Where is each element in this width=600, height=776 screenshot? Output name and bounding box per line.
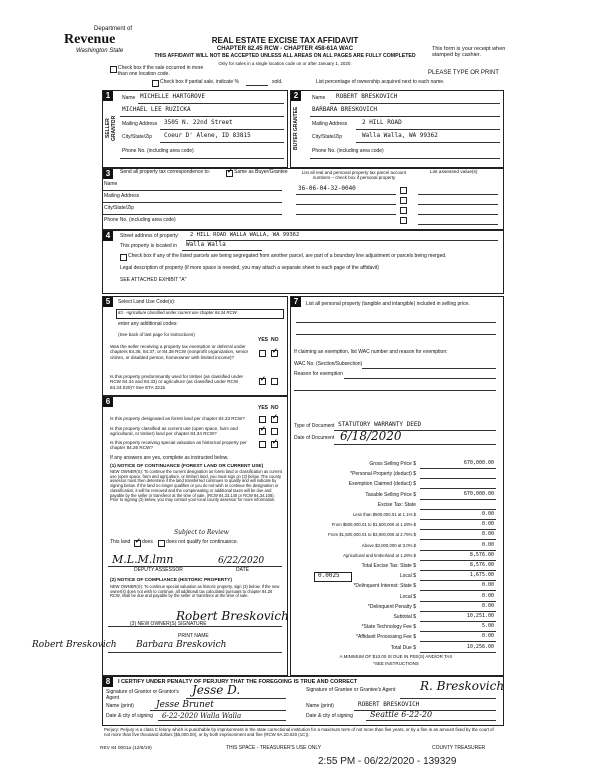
notice-continuance-text: NEW OWNER(S): To continue the current designation as forest land or classification as current use (open space, farm and agriculture, or timber) land, you must sign on (3) below. The county assessor must then determine if the land transferred continues to qualify and will indicate by signing below. If the land no longer qualifies or you do not wish to continue the designation or classification, it will be removed and the compensating or additional taxes will be due and payable by the seller or transferor at the time of sale. (RCW 84.33.140 or RCW 84.34.108). Prior to signing (3) below, you may contact your local county assessor for more information.	[110, 469, 282, 503]
grantor-sig-line	[186, 698, 286, 699]
new-owner-signature-label: (3) NEW OWNER(S) SIGNATURE	[130, 621, 207, 627]
assessed-line-3	[418, 214, 498, 215]
tp-name-label: Name	[104, 181, 118, 187]
partial-sale-label: Check box if partial sale, indicate %	[160, 79, 239, 85]
reason-line	[344, 378, 496, 379]
tax-row-line	[420, 509, 496, 510]
tax-row-line	[420, 641, 496, 642]
recording-stamp: 2:55 PM - 06/22/2020 - 139329	[318, 756, 457, 767]
grantor-name-line	[150, 710, 286, 711]
wac-line	[362, 368, 496, 369]
assessor-date[interactable]: 6/22/2020	[218, 556, 265, 566]
tax-row-label: *State Technology Fee $	[361, 624, 416, 631]
pp-line-1	[296, 322, 496, 323]
buyer-name-label: Name	[312, 95, 326, 101]
s6-question-1: Is this property designated as forest land per chapter 84.33 RCW?	[110, 416, 245, 421]
buyer-address-line	[356, 129, 500, 130]
tax-row-label: Subtotal $	[393, 614, 416, 620]
seller-address-line	[160, 129, 284, 130]
tax-row-label: *Affidavit Processing Fee $	[356, 634, 416, 641]
tax-row-line	[420, 519, 496, 520]
grantee-name[interactable]: ROBERT BRESKOVICH	[358, 701, 420, 708]
buyer-city[interactable]: Walla Walla, WA 99362	[362, 132, 438, 139]
tax-row-value[interactable]: 0.00	[481, 521, 494, 528]
tax-row-line	[420, 570, 496, 571]
s6-q3-yes[interactable]	[259, 441, 266, 448]
section-6-number: 6	[103, 397, 113, 407]
tax-row-value[interactable]: 10,251.00	[466, 613, 494, 619]
s6-q1-yes[interactable]	[259, 416, 266, 423]
multi-location-checkbox[interactable]	[110, 66, 117, 73]
if-yes-note: If any answers are yes, complete as instructed below.	[110, 455, 229, 461]
personal-property-checkbox-2[interactable]	[400, 197, 407, 204]
additional-codes-label: enter any additional codes:	[118, 321, 178, 327]
s5-question-1: Was the seller receiving a property tax exemption or deferral under chapters 84.36, 84.37, or 84.38 RCW (nonprofit organization, senior citizen, or disabled person, homeowner with limited income)?	[110, 344, 249, 360]
does-not-label: does not qualify for continuance.	[166, 539, 238, 545]
tax-row-value[interactable]: 0.00	[481, 633, 494, 640]
ownership-note: List percentage of ownership acquired next to each name.	[316, 79, 445, 85]
section-1-number: 1	[103, 91, 113, 101]
seller-city-line	[160, 142, 284, 143]
partial-sale-checkbox[interactable]	[152, 80, 159, 87]
notice-compliance-title: (2) NOTICE OF COMPLIANCE (HISTORIC PROPERTY)	[110, 578, 232, 583]
tax-row-value[interactable]: 0.00	[481, 541, 494, 548]
assessed-line-4	[418, 224, 498, 225]
assessed-line-1	[418, 194, 498, 195]
tax-row-label: Above $3,000,000 at 3.0% $	[361, 542, 416, 548]
tax-row-line	[420, 499, 496, 500]
tax-row-label: *Personal Property (deduct) $	[350, 471, 416, 478]
tax-row-value[interactable]: 0.00	[481, 582, 494, 589]
s6-question-3: Is this property receiving special valuation as historical property per chapter 84.26 RCW?	[110, 440, 247, 451]
receipt-note: This form is your receipt when stamped by cashier.	[432, 46, 506, 59]
grantee-date-city-label: Date & city of signing	[306, 713, 353, 719]
single-location-note: Only for sales in a single location code on or after January 1, 2020.	[218, 61, 352, 66]
tax-row-line	[420, 601, 496, 602]
does-not-qualify-checkbox[interactable]	[158, 540, 165, 547]
grantor-name[interactable]: Jesse Brunet	[156, 700, 214, 710]
exemption-label: If claiming an exemption, list WAC number and reason for exemption:	[294, 349, 448, 355]
tax-row-label: Gross Selling Price $	[369, 461, 416, 467]
tax-row-line	[420, 611, 496, 612]
s5-no-header: NO	[271, 337, 279, 343]
send-correspondence-label: Send all property tax correspondence to:	[120, 169, 211, 175]
seller-city-label: City/State/Zip	[122, 134, 153, 140]
tax-row-line	[420, 631, 496, 632]
grantee-signature[interactable]: R. Breskovich	[420, 679, 505, 693]
s6-yes-header: YES	[258, 405, 269, 411]
tp-address-line	[102, 202, 282, 203]
grantee-date-city[interactable]: Seattle 6-22-20	[370, 710, 433, 719]
tax-row-label: Taxable Selling Price $	[365, 491, 416, 498]
s6-q2-no[interactable]	[271, 428, 278, 435]
tax-row-line	[420, 488, 496, 489]
subject-to-review-note: Subject to Review	[174, 529, 229, 536]
parcel-line-3	[296, 214, 396, 215]
doc-type-label: Type of Document	[294, 423, 335, 429]
pp-line-2	[296, 334, 496, 335]
seller-city[interactable]: Coeur D' Alene, ID 83815	[164, 132, 251, 139]
doc-date[interactable]: 6/18/2020	[340, 429, 402, 443]
land-use-label: Select Land Use Code(s):	[118, 299, 176, 305]
tax-row-value[interactable]: 8,576.00	[469, 562, 494, 568]
personal-property-checkbox-4[interactable]	[400, 217, 407, 224]
personal-property-checkbox-3[interactable]	[400, 207, 407, 214]
grantor-date-city[interactable]: 6-22-2020 Walla Walla	[162, 712, 242, 720]
tax-row-label: Total Excise Tax: State $	[361, 563, 416, 569]
does-qualify-checkbox[interactable]	[134, 540, 141, 547]
tax-row-line	[420, 529, 496, 530]
s5-yes-header: YES	[258, 337, 269, 343]
section-3-number: 3	[103, 169, 113, 179]
seller-name-1[interactable]: MICHELLE HARTGROVE	[140, 93, 206, 100]
s6-q2-yes[interactable]	[259, 428, 266, 435]
s5-q2-no[interactable]	[271, 378, 278, 385]
print-name-label: PRINT NAME	[178, 633, 209, 639]
buyer-phone-label: Phone No. (including area code)	[312, 148, 384, 154]
notice-compliance-text: NEW OWNER(S): To continue special valuation as historic property, sign (3) below. If the new owner(s) does not wish to continue, all additional tax calculated pursuant to chapter 84.26 RCW, shall be due and payable by the seller or transferor at the time of sale.	[110, 584, 280, 599]
parcel-line-1	[296, 194, 396, 195]
buyer-grantee-label: BUYER GRANTEE	[293, 106, 299, 150]
tax-row-line	[420, 652, 496, 653]
county-treasurer-label: COUNTY TREASURER	[432, 745, 486, 751]
assessor-signature[interactable]: M.L.M.lmn	[112, 553, 174, 566]
tax-row-label: Excise Tax: State	[377, 501, 416, 508]
grantee-name-label: Name (print)	[306, 703, 334, 709]
tax-row-value[interactable]: 5.00	[481, 623, 494, 630]
s6-no-header: NO	[271, 405, 279, 411]
type-or-print: PLEASE TYPE OR PRINT	[428, 70, 499, 76]
tax-row-value[interactable]: 1,675.00	[469, 572, 494, 579]
s5-q1-yes[interactable]	[259, 350, 266, 357]
grantee-sig-line	[400, 698, 496, 699]
parcel-line-2	[296, 204, 396, 205]
notice-continuance-title: (1) NOTICE OF CONTINUANCE (FOREST LAND OR CURRENT USE)	[110, 464, 264, 469]
revenue-text: Revenue	[64, 32, 116, 47]
form-title: REAL ESTATE EXCISE TAX AFFIDAVIT	[211, 36, 359, 45]
partial-sale-line	[246, 85, 268, 86]
perjury-notice: Perjury: Perjury is a class C felony which is punishable by imprisonment in the state correctional institution for a maximum term of not more than five years, or by a fine in an amount fixed by the court of not more than five thousand dollars ($5,000.00), or by both imprisonment and fine (RCW 9A.20.020 (1C)).	[104, 727, 494, 738]
tax-row-value[interactable]: 670,000.00	[463, 460, 494, 466]
seller-name-label: Name	[122, 95, 136, 101]
see-instructions-note: *SEE INSTRUCTIONS	[373, 661, 419, 666]
section-7-number: 7	[291, 297, 301, 307]
multi-location-label: Check box if the sale occurred in more than one location code.	[118, 65, 204, 77]
doc-date-line	[334, 444, 496, 445]
certify-statement: I CERTIFY UNDER PENALTY OF PERJURY THAT THE FOREGOING IS TRUE AND CORRECT	[118, 679, 358, 685]
tax-row-line	[420, 468, 496, 469]
section-5-number: 5	[103, 297, 113, 307]
tax-row-label: Local $	[399, 593, 416, 600]
tax-row-value[interactable]: 8,576.00	[469, 551, 494, 558]
grantee-date-line	[366, 720, 496, 721]
tp-address-label: Mailing Address	[104, 193, 140, 199]
tax-row-line	[420, 550, 496, 551]
seller-phone-label: Phone No. (including area code)	[122, 148, 194, 154]
personal-property-checkbox-1[interactable]	[400, 187, 407, 194]
buyer-name-1[interactable]: ROBERT BRESKOVICH	[336, 93, 398, 100]
seller-name-1-line	[138, 103, 284, 104]
segregated-checkbox[interactable]	[120, 254, 127, 261]
grantor-signature-label: Signature of Grantor or Grantor's Agent	[106, 689, 179, 701]
form-revision: REV 84 0001a (12/6/19)	[100, 746, 152, 751]
tax-row-line	[420, 560, 496, 561]
tax-row-value[interactable]: 0.00	[481, 511, 494, 517]
print-name-line	[108, 652, 282, 653]
tax-row-label: *Delinquent Penalty $	[367, 603, 416, 610]
same-as-buyer-label: Same as Buyer/Grantee	[234, 169, 288, 175]
exhibit-note: SEE ATTACHED EXHIBIT "A"	[120, 277, 187, 283]
section-2-number: 2	[291, 91, 301, 101]
buyer-city-line	[356, 142, 500, 143]
tax-row-value[interactable]: 10,256.00	[466, 643, 494, 650]
tax-row-label: From $1,500,000.01 to $3,000,000 at 2.75% $	[328, 532, 416, 538]
wac-label: WAC No. (Section/Subsection)	[294, 361, 363, 367]
street-address[interactable]: 2 HILL ROAD WALLA WALLA, WA 99362	[190, 232, 300, 238]
doc-date-label: Date of Document	[294, 435, 335, 441]
tax-row-value[interactable]: 0.00	[481, 531, 494, 538]
tax-row-line	[420, 580, 496, 581]
same-as-buyer-checkbox[interactable]	[226, 170, 233, 177]
treasurer-space: THIS SPACE - TREASURER'S USE ONLY	[226, 745, 322, 751]
land-use-code: 83 - Agriculture classified under current use chapter 84.34 RCW	[118, 310, 237, 315]
buyer-address-label: Mailing Address	[312, 121, 348, 127]
form-chapter: CHAPTER 82.45 RCW - CHAPTER 458-61A WAC	[216, 46, 354, 52]
reason-line-2	[294, 390, 496, 391]
tax-row-line	[420, 539, 496, 540]
buyer-name-1-line	[330, 103, 500, 104]
personal-property-title: List all personal property (tangible and intangible) included in selling price.	[306, 301, 470, 307]
tax-row-line	[420, 621, 496, 622]
seller-address-label: Mailing Address	[122, 121, 158, 127]
does-label: does	[142, 539, 153, 545]
grantor-name-label: Name (print)	[106, 703, 134, 709]
located-line	[182, 250, 262, 251]
tax-row-value[interactable]: 670,000.00	[463, 490, 494, 497]
parcel-number-1[interactable]: 36-06-04-32-0040	[298, 185, 356, 192]
reason-label: Reason for exemption	[294, 371, 343, 377]
tax-row-label: Total Due $	[390, 644, 416, 651]
buyer-city-label: City/State/Zip	[312, 134, 343, 140]
tax-row-label: Exemption Claimed (deduct) $	[348, 481, 416, 488]
tp-name-line	[102, 190, 282, 191]
grantee-signature-label: Signature of Grantee or Grantee's Agent	[306, 687, 396, 693]
seller-name-2-line	[120, 116, 284, 117]
seller-name-2[interactable]: MICHAEL LEE RUZICKA	[122, 106, 191, 113]
section-4-number: 4	[103, 231, 113, 241]
seller-phone-line	[120, 158, 284, 159]
dept-text: Department of	[94, 26, 133, 32]
buyer-name-2-line	[310, 116, 500, 117]
s6-q1-no[interactable]	[271, 416, 278, 423]
s6-question-2: Is this property classified as current use (open space, farm and agricultural, or timber) land per chapter 84.34 RCW?	[110, 426, 238, 437]
deputy-assessor-label: DEPUTY ASSESSOR	[134, 567, 183, 573]
local-rate: 0.0025	[318, 572, 340, 579]
tp-phone-label: Phone No. (including area code)	[104, 217, 176, 223]
buyer-address[interactable]: 2 HILL ROAD	[362, 119, 402, 126]
grantor-date-line	[158, 720, 286, 721]
tax-row-label: From $500,000.01 to $1,500,000 at 1.28% $	[331, 522, 416, 528]
located-in-label: This property is located in	[120, 243, 177, 249]
tax-row-label: Less than $500,000.01 at 1.1% $	[352, 512, 416, 517]
s5-q1-no[interactable]	[271, 350, 278, 357]
grantor-date-city-label: Date & city of signing	[106, 713, 153, 719]
grantor-signature[interactable]: Jesse D.	[192, 683, 241, 697]
new-owner-signature[interactable]: Robert Breskovich	[176, 609, 289, 623]
s6-q3-no[interactable]	[271, 441, 278, 448]
legal-description-label: Legal description of property (if more space is needed, you may attach a separate sheet to each page of the affidavit)	[120, 265, 379, 271]
tp-city-line	[102, 214, 282, 215]
doc-type[interactable]: STATUTORY WARRANTY DEED	[338, 421, 422, 428]
assessor-date-label: DATE	[236, 567, 249, 573]
tax-row-value[interactable]: 0.00	[481, 602, 494, 609]
print-name-1[interactable]: Robert Breskovich	[32, 640, 117, 650]
section-8-number: 8	[103, 677, 113, 687]
tax-row-value[interactable]: 0.00	[481, 592, 494, 599]
assessed-header: List assessed value(s)	[430, 170, 478, 175]
located-in-value[interactable]: Walla Walla	[186, 241, 226, 248]
land-does-label: This land	[110, 539, 131, 545]
buyer-name-2[interactable]: BARBARA BRESKOVICH	[312, 106, 378, 113]
seller-address[interactable]: 3505 N. 22nd Street	[164, 119, 233, 126]
buyer-phone-line	[310, 158, 500, 159]
minimum-due-note: A MINIMUM OF $10.00 IS DUE IN FEE(S) AND/OR TAX	[339, 654, 453, 659]
s5-q2-yes[interactable]	[259, 378, 266, 385]
tp-city-label: City/State/Zip	[104, 205, 135, 211]
segregated-label: Check box if any of the listed parcels are being segregated from another parcel, are part of a boundary line adjustment or parcels being merged.	[128, 253, 447, 259]
street-line	[186, 240, 498, 241]
tax-row-line	[420, 478, 496, 479]
tax-row-label: *Delinquent Interest: State $	[353, 583, 416, 590]
print-name-2[interactable]: Barbara Breskovich	[136, 640, 227, 650]
assessed-line-2	[418, 204, 498, 205]
street-address-label: Street address of property:	[120, 233, 180, 239]
state-text: Washington State	[76, 48, 124, 54]
seller-grantor-label: SELLER GRANTOR	[105, 115, 117, 141]
tax-row-label: Local $	[399, 573, 416, 580]
tax-row-label: Agricultural and timberland at 1.28% $	[343, 552, 416, 558]
parcel-header: List all real and personal property tax parcel account numbers – check box if personal property	[301, 170, 407, 181]
form-warning: THIS AFFIDAVIT WILL NOT BE ACCEPTED UNLESS ALL AREAS ON ALL PAGES ARE FULLY COMPLETED	[154, 53, 416, 59]
s5-question-2: Is this property predominantly used for timber (as classified under RCW 84.34 and 84.33) or agriculture (as classified under RCW 84.34.020)? See ETA 3215	[110, 374, 244, 390]
tax-row-line	[420, 590, 496, 591]
see-back-note: (See back of last page for instructions)	[118, 332, 195, 337]
sold-label: sold.	[272, 79, 283, 85]
